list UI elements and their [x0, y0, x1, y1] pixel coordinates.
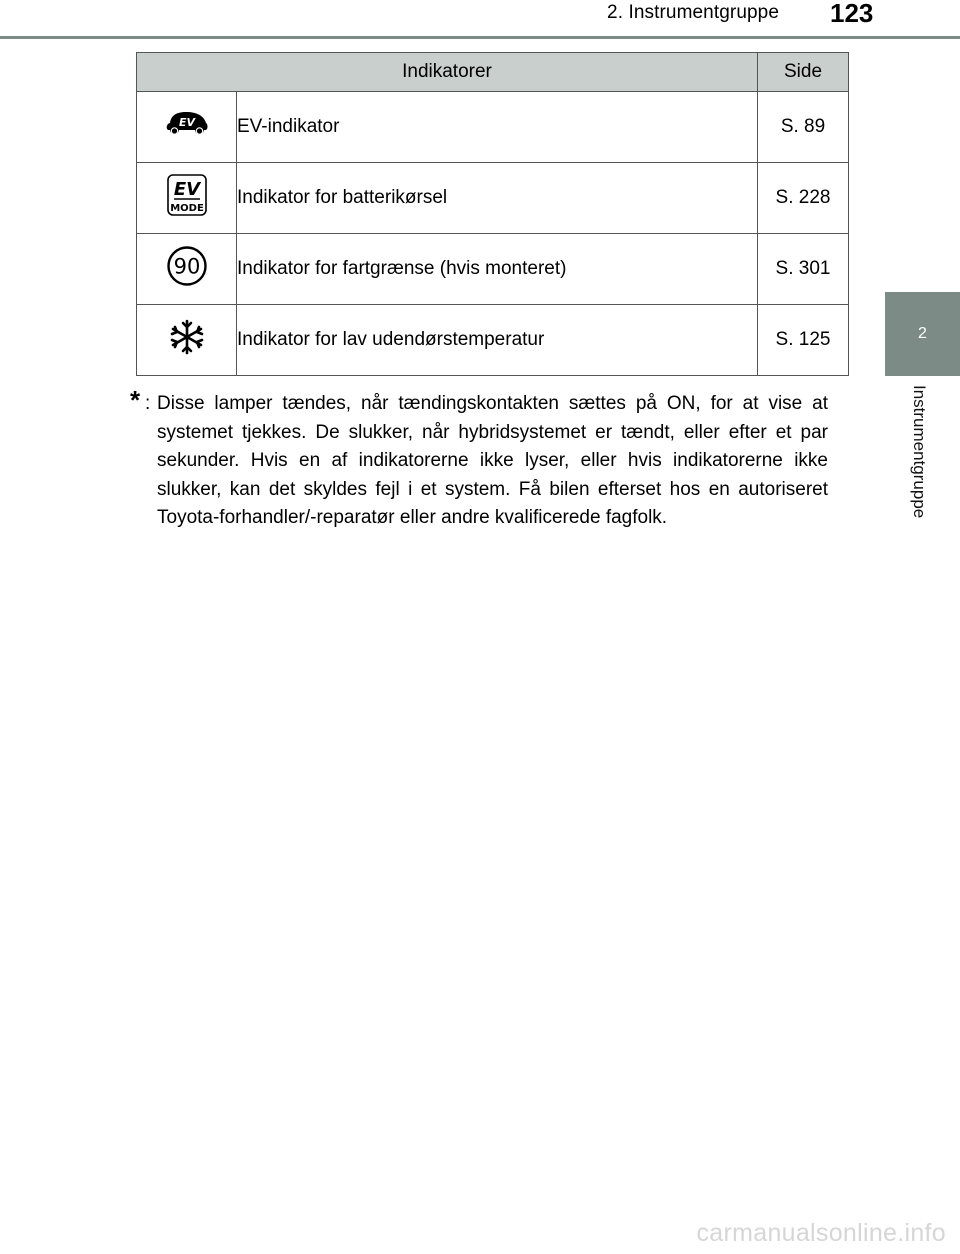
- speed-limit-90-icon: [166, 245, 208, 287]
- indicator-name: Indikator for fartgrænse (hvis monteret): [237, 234, 758, 305]
- icon-cell: [137, 305, 237, 376]
- snowflake-icon: [167, 317, 207, 357]
- indicator-name: Indikator for batterikørsel: [237, 163, 758, 234]
- indicator-name: Indikator for lav udendørstemperatur: [237, 305, 758, 376]
- ev-mode-icon-ev-text: EV: [173, 179, 200, 200]
- footnote-colon: :: [145, 393, 151, 414]
- ev-mode-icon-mode-text: MODE: [169, 203, 204, 214]
- watermark: carmanualsonline.info: [696, 1219, 946, 1247]
- indicator-name: EV-indikator: [237, 92, 758, 163]
- speed-limit-text: 90: [173, 254, 200, 279]
- chapter-title: 2. Instrumentgruppe: [607, 2, 779, 23]
- page-reference[interactable]: S. 89: [758, 92, 849, 163]
- page-reference[interactable]: S. 125: [758, 305, 849, 376]
- table-row: [137, 234, 849, 305]
- footnote: [130, 385, 828, 533]
- ev-indicator-icon: [164, 109, 210, 139]
- icon-cell: [137, 163, 237, 234]
- indicator-table: [136, 52, 849, 376]
- page-number: 123: [830, 0, 874, 28]
- page-reference[interactable]: S. 301: [758, 234, 849, 305]
- chapter-tab[interactable]: [885, 292, 960, 376]
- table-row: [137, 92, 849, 163]
- chapter-tab-label: Instrumentgruppe: [910, 385, 929, 519]
- header-indicators: Indikatorer: [137, 53, 758, 92]
- chapter-tab-number: 2: [918, 325, 927, 342]
- footnote-text: Disse lamper tændes, når tændingskontakten sættes på ON, for at vise at systemet tjekkes. De slukker, når hybridsystemet er tændt, eller efter et par sekunder. Hvis en af indikatorerne ikke lyser, eller hvis indikatorerne ikke slukker, kan det skyldes fejl i et system. Få bilen efterset hos en autoriseret Toyota-forhandler/-reparatør eller andre kvalificerede fagfolk.: [157, 393, 828, 528]
- header-divider: [0, 36, 960, 39]
- ev-mode-icon: [166, 174, 208, 216]
- icon-cell: [137, 234, 237, 305]
- table-row: [137, 305, 849, 376]
- icon-cell: [137, 92, 237, 163]
- table-header-row: [137, 53, 849, 92]
- page-reference[interactable]: S. 228: [758, 163, 849, 234]
- header-page: Side: [758, 53, 849, 92]
- table-row: [137, 163, 849, 234]
- footnote-marker: *: [130, 385, 141, 415]
- ev-icon-text: EV: [178, 116, 195, 129]
